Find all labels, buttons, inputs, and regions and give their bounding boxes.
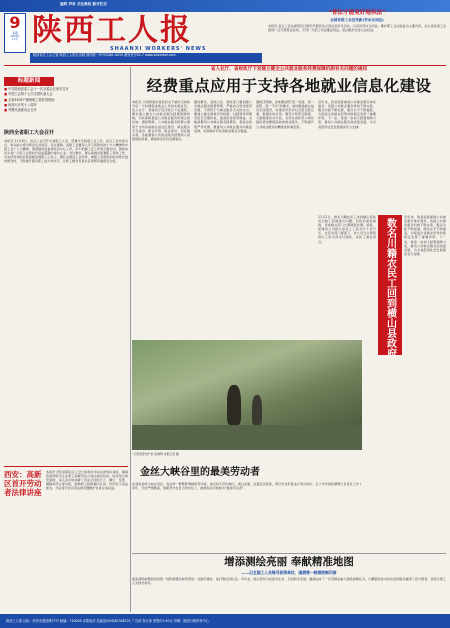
- page-footer: 陕西工人报 社址：西安市建设路77号 邮编：710005 本报电话 总编室(029)82346721 广告部 发行部 零售价1.50元 印刷：陕西日报印务中心: [0, 614, 450, 628]
- right-column-text: 近年来，我省高度重视公共就业服务体系建设，各级公共就业服务机构不断完善，服务功能不断拓展，服务水平不断提高，为促进全省就业形势持续稳定发挥了重要作用。下一步，将进一步加大经费保障力度，推动公共就业服务高质量发展，为全省经济社会发展提供有力支撑。: [404, 215, 446, 256]
- top-right-subheadline: 全国各级工会宣传新(劳动合同法): [330, 18, 384, 22]
- left-story-body: 本报讯 11月8日，省总工会召开全省职工大会，部署今冬明春工会工作，省总工会党组书记、常务副主席出席会议并讲话。会议强调，各级工会要深入学习贯彻党的十九大精神和中国工会十七大精神，紧紧围绕省委省政府中心工作，牢牢把握工会工作的正确方向，团结动员全省广大职工在新时代追赶超越中建功立业。会议要求，要认真做好困难职工帮扶工作，切实把党和政府的温暖送到职工心坎上，要扎实推进工会改革，增强工会组织的政治性先进性群众性，不断提升服务职工能力和水平，让职工群众有更多获得感幸福感安全感。: [4, 139, 128, 164]
- lead-kicker: 省人社厅、省财政厅下发建立健全公共就业服务经费保障机制有关问题的通知: [210, 67, 368, 72]
- column-divider: [130, 67, 131, 612]
- top-right-headline: “普法才能更好地执法”: [328, 10, 386, 16]
- issue-date-line: 11月: [12, 38, 18, 41]
- issue-day: 9: [9, 13, 21, 32]
- feature-story-body: 在商洛金丝大峡谷景区，有这样一群默默奉献的劳动者，他们每天早出晚归，清扫步道、巡查安全隐患，用汗水守护着这片青山绿水。五十多岁的张增辉已在景区工作十余年，无论严寒酷暑，他都坚守在自己的岗位上，被游客亲切地称为“最美劳动者”。: [132, 482, 362, 491]
- headline-index-title: 标题新闻: [4, 77, 54, 86]
- vertical-headline: [378, 215, 402, 358]
- lead-story-col: 近年来，我省高度重视公共就业服务体系建设，各级公共就业服务机构不断完善，服务功能不断拓展，服务水平不断提高，为促进全省就业形势持续稳定发挥了重要作用。下一步，将进一步加大经费保障力度，推动公共就业服务高质量发展，为全省经济社会发展提供有力支撑。: [318, 100, 376, 129]
- photo-figure: [252, 395, 262, 425]
- bottom-subheadline: ——记全国工人先锋号获得单位、国测第一制图院制印部: [241, 570, 337, 575]
- masthead-divider: [4, 65, 446, 66]
- vertical-story-body: 11月2日，数名川籍农民工来到横山县政府反映工资被拖欠问题。县政府高度重视，责成相关部门立即调查处理。经查，某建筑公司拖欠农民工工资共计十余万元。在有关部门督促下，该公司当日即将拖欠工资全部支付到位，农民工满意而归。: [318, 215, 376, 244]
- vertical-headline-box: [378, 215, 402, 358]
- feature-photo: [132, 340, 362, 450]
- vertical-headline-text: 数名川籍农民工回到横山县政府: [384, 218, 396, 358]
- bottom-headline: 增添测绘亮丽 奉献精准地图: [224, 556, 354, 568]
- bottom-story-body: 国家测绘地理信息局第一地形测量队制印部是一支敢打硬仗、能打胜仗的队伍。多年来，他们坚持以质量求生存、以创新求发展，圆满完成了一系列国家重大测绘保障任务，以精湛的技术和优质的服务赢得了各方赞誉，荣获全国工人先锋号称号。: [132, 577, 446, 586]
- photo-ground: [132, 425, 362, 450]
- top-bar-text: 福利 声音 关注维权 新开栏目: [60, 2, 107, 6]
- top-right-story: 本报讯 省总工会法律部近日组织开展劳动合同法宣传月活动，以宣讲劳动合同法、维护职工合法权益为主要内容，在全省各级工会组织广泛开展普法宣传，引导广大职工学法懂法用法，依法维护自身合法权益。: [268, 24, 446, 33]
- issue-date-line: 2018年: [10, 35, 20, 38]
- lead-story-col: 通知还明确，各地要按照“统一标准、统一流程、统一平台”的要求，加快推进就业信息系统建设，实现省市县乡村五级互联互通，数据实时共享。要充分利用互联网、大数据等技术手段，为劳动者和用人单位提供更加便捷高效的就业服务，不断提升公共就业服务的精准度和满意度。: [256, 100, 314, 129]
- headline-index-list: [4, 87, 128, 113]
- lead-headline: 经费重点应用于支持各地就业信息化建设: [146, 76, 432, 95]
- lead-story-col: 通知要求，各地人社、财政部门要加强公共就业服务经费管理，严格执行资金使用范围，不得用于与就业服务无关的支出。要建立健全绩效评价机制，对经费使用情况进行定期检查，提高资金使用效益。对截留挪用公共就业服务经费的，将依法依规严肃处理。要推动公共就业服务向基层延伸，实现城乡劳动者就业服务全覆盖。: [194, 100, 252, 133]
- bottom-left-story-body: 本报讯 西安高新区总工会日前举办劳动法律知识讲座，邀请资深律师为企业职工讲解劳动合同法相关知识。讲座结合典型案例，深入浅出地讲解了劳动合同的订立、履行、变更、解除和终止等内容，现场职工积极提问互动，纷纷表示受益匪浅，今后将学会运用法律武器维护自身合法权益。: [46, 470, 128, 491]
- photo-figure: [227, 385, 241, 425]
- newspaper-logo-en: SHAANXI WORKERS' NEWS: [110, 46, 207, 52]
- section-divider: [4, 466, 128, 467]
- index-item[interactable]: ■ 西部大开发十八周年: [4, 103, 128, 108]
- index-item[interactable]: ■ 全省3305户困难职工将获得资助: [4, 98, 128, 103]
- newspaper-logo: 陕西工人报: [32, 13, 192, 48]
- left-story-headline: 陕西全省职工大会召开: [4, 130, 55, 136]
- issue-date-box: [4, 13, 26, 53]
- publication-info: 陕西省总工会主管 陕西工人报社出版 国内统一刊号CN61-0015 邮发代号51-7 www.sxworker.com: [30, 53, 262, 63]
- lead-story-col: 本报讯 为贯彻落实省政府关于做好当前和今后一个时期促进就业工作的实施意见，省人社厅、省财政厅近日联合下发通知，要求建立健全公共就业服务经费保障机制，切实保障基层公共就业服务机构正常运转。通知明确，公共就业服务经费主要用于支持各地就业信息化建设、就业服务平台建设、职业介绍、职业指导、创业服务等，各地要将公共就业服务经费纳入同级财政预算，确保资金及时足额到位。: [132, 100, 190, 141]
- section-divider: [132, 553, 446, 554]
- index-item[interactable]: ■ 中共陕西省委工会十一次全委会在西安召开: [4, 87, 128, 92]
- index-item[interactable]: ■ 劳模代表座谈会召开: [4, 108, 128, 113]
- index-item[interactable]: ■ 中国工会第十七次全国代表大会: [4, 92, 128, 97]
- bottom-left-headline: 西安：高新区首开劳动者法律讲座: [4, 470, 42, 497]
- photo-caption: “万里雪原守护者”张增辉 本报记者 摄: [132, 452, 179, 456]
- feature-headline: 金丝大峡谷里的最美劳动者: [140, 467, 260, 478]
- issue-date-line: 星期: [12, 32, 18, 35]
